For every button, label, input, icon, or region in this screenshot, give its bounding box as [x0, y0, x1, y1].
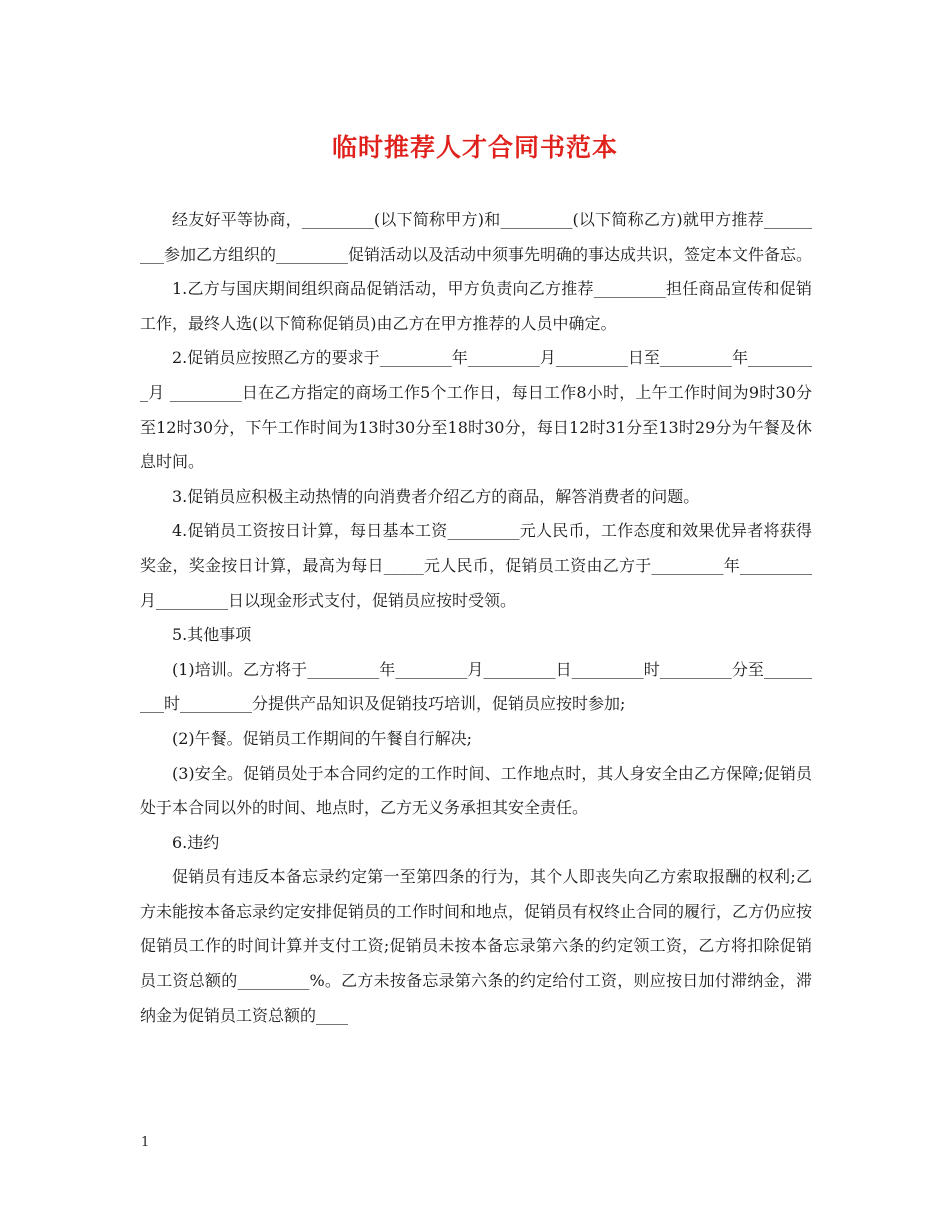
paragraph-clause-3: 3.促销员应积极主动热情的向消费者介绍乙方的商品，解答消费者的问题。 [172, 486, 700, 506]
paragraph-clause-5-safety: (3)安全。促销员处于本合同约定的工作时间、工作地点时，其人身安全由乙方保障;促销员处于本合同以外的时间、地点时，乙方无义务承担其安全责任。 [140, 763, 812, 818]
page-number: 1 [141, 1135, 150, 1150]
paragraph-clause-1: 1.乙方与国庆期间组织商品促销活动，甲方负责向乙方推荐_________担任商品宣传和促销工作，最终人选(以下简称促销员)由乙方在甲方推荐的人员中确定。 [140, 279, 812, 333]
paragraph-clause-2: 2.促销员应按照乙方的要求于_________年_________月_________日至_________年_________月 _________日在乙方指定的商场工作5个工作日，每日工作8小时，上午工作时间为9时30分至12时30分，下午工作时间为13时30分至18时30分，每日12时31分至13时29分为午餐及休息时间。 [140, 348, 812, 472]
paragraph-clause-4: 4.促销员工资按日计算，每日基本工资_________元人民币，工作态度和效果优异者将获得奖金，奖金按日计算，最高为每日_____元人民币，促销员工资由乙方于_________年_________月_________日以现金形式支付，促销员应按时受领。 [140, 521, 812, 610]
document-title: 临时推荐人才合同书范本 [331, 133, 618, 162]
paragraph-clause-5-heading: 5.其他事项 [172, 625, 252, 645]
paragraph-clause-5-lunch: (2)午餐。促销员工作期间的午餐自行解决; [172, 728, 473, 748]
paragraph-clause-6-breach: 促销员有违反本备忘录约定第一至第四条的行为，其个人即丧失向乙方索取报酬的权利;乙方未能按本备忘录约定安排促销员的工作时间和地点，促销员有权终止合同的履行，乙方仍应按促销员工作的时间计算并支付工资;促销员未按本备忘录第六条的约定领工资，乙方将扣除促销员工资总额的_________%。乙方未按备忘录第六条的约定给付工资，则应按日加付滞纳金，滞纳金为促销员工资总额的____ [140, 867, 813, 1025]
paragraph-intro: 经友好平等协商，_________(以下简称甲方)和_________(以下简称乙方)就甲方推荐_________参加乙方组织的_________促销活动以及活动中须事先明确的事达成共识，签定本文件备忘。 [140, 210, 813, 264]
paragraph-clause-5-training: (1)培训。乙方将于_________年_________月_________日_________时_________分至_________时_________分提供产品知识及促销技巧培训，促销员应按时参加; [140, 659, 812, 714]
document-body [140, 203, 812, 1033]
paragraph-clause-6-heading: 6.违约 [172, 832, 220, 852]
